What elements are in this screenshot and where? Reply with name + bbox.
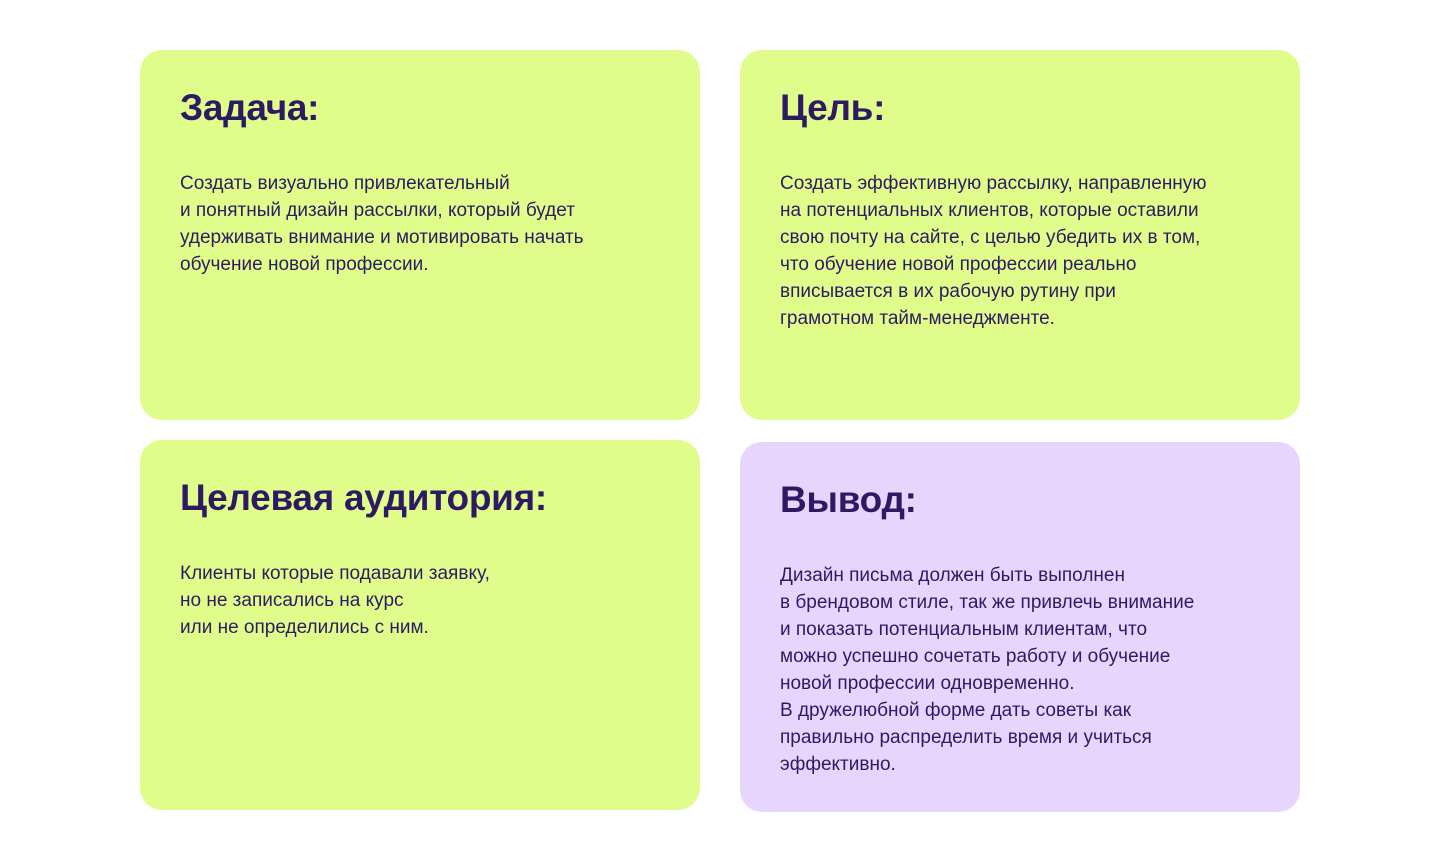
goal-card (740, 50, 1300, 420)
task-text (180, 170, 660, 278)
audience-text (180, 560, 660, 641)
task-text-line: удерживать внимание и мотивировать начать (180, 227, 584, 248)
outcome-card (740, 442, 1300, 812)
goal-title: Цель: (780, 87, 886, 128)
goal-text (780, 170, 1260, 332)
goal-text-line: на потенциальных клиентов, которые оставили (780, 200, 1199, 221)
goal-text-line: что обучение новой профессии реально (780, 254, 1137, 275)
task-text-line: Создать визуально привлекательный (180, 173, 510, 194)
task-text-line: и понятный дизайн рассылки, который будет (180, 200, 575, 221)
outcome-title: Вывод: (780, 479, 917, 520)
task-title: Задача: (180, 87, 320, 128)
audience-card (140, 440, 700, 810)
outcome-text-line: Дизайн письма должен быть выполнен (780, 565, 1125, 586)
task-text-line: обучение новой профессии. (180, 254, 429, 275)
goal-text-line: Создать эффективную рассылку, направленную (780, 173, 1207, 194)
outcome-text-line: и показать потенциальным клиентам, что (780, 619, 1148, 640)
outcome-text-line: правильно распределить время и учиться (780, 727, 1152, 748)
outcome-text (780, 562, 1260, 778)
task-card (140, 50, 700, 420)
audience-text-line: Клиенты которые подавали заявку, (180, 563, 490, 584)
goal-text-line: вписывается в их рабочую рутину при (780, 281, 1116, 302)
audience-title: Целевая аудитория: (180, 477, 547, 518)
outcome-text-line: в брендовом стиле, так же привлечь внимание (780, 592, 1195, 613)
audience-text-line: но не записались на курс (180, 590, 404, 611)
outcome-text-line: эффективно. (780, 754, 896, 775)
outcome-text-line: новой профессии одновременно. (780, 673, 1075, 694)
outcome-text-line: В дружелюбной форме дать советы как (780, 700, 1132, 721)
goal-text-line: грамотном тайм-менеджменте. (780, 308, 1055, 329)
outcome-text-line: можно успешно сочетать работу и обучение (780, 646, 1171, 667)
goal-text-line: свою почту на сайте, с целью убедить их в том, (780, 227, 1201, 248)
audience-text-line: или не определились с ним. (180, 617, 429, 638)
